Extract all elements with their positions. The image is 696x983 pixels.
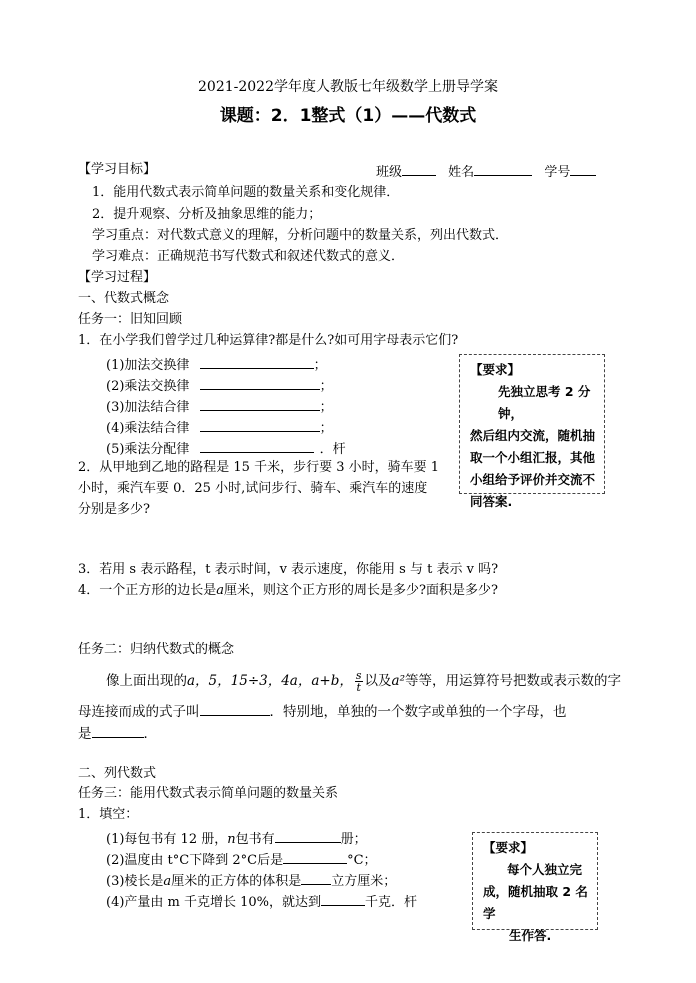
law-end: ； (319, 400, 333, 415)
requirement-line: 生作答. (509, 928, 552, 943)
class-blank (402, 163, 436, 176)
answer-blank (200, 356, 314, 369)
concept-text: 像上面出现的 (106, 673, 187, 689)
q4-text: 4．一个正方形的边长是 (78, 583, 217, 598)
concept-text: 母连接而成的式子叫 (78, 704, 200, 720)
student-info (376, 163, 596, 179)
law-item (106, 398, 333, 414)
fill-item (106, 830, 367, 846)
law-end: ； (313, 358, 327, 373)
law-label: (2)乘法交换律 (106, 379, 190, 394)
name-label: 姓名 (448, 165, 475, 180)
answer-blank (283, 851, 347, 864)
name-blank (474, 163, 532, 176)
law-end: ； (319, 421, 333, 436)
objectives-heading: 【学习目标】 (78, 162, 157, 177)
answer-blank (321, 893, 365, 906)
fill-text: (3)棱长是 (106, 874, 164, 889)
requirement-box (459, 354, 605, 509)
requirement-label: 【要求】 (483, 840, 534, 855)
requirement-line: 取一个小组汇报，其他 (470, 450, 596, 465)
law-end: ； (319, 379, 333, 394)
fill-item (106, 851, 377, 867)
answer-blank (301, 872, 331, 885)
requirement-box (472, 832, 598, 943)
fill-item (106, 872, 396, 888)
id-blank (570, 163, 596, 176)
concept-line (78, 725, 157, 742)
law-label: (1)加法交换律 (106, 358, 190, 373)
answer-blank (200, 703, 270, 716)
task-heading: 任务一：旧知回顾 (78, 312, 183, 327)
section-heading: 一、代数式概念 (78, 291, 170, 306)
requirement-line: 每个人独立完 (507, 862, 583, 877)
law-label: (3)加法结合律 (106, 400, 190, 415)
learning-focus: 学习重点：对代数式意义的理解，分析问题中的数量关系，列出代数式． (92, 228, 509, 243)
concept-text: 是 (78, 726, 92, 742)
law-item (106, 440, 346, 456)
answer-blank (92, 725, 144, 738)
lesson-title: 课题：2．1整式（1）——代数式 (219, 106, 477, 126)
requirement-line: 成，随机抽取 2 名学 (483, 884, 588, 921)
fill-text: (1)每包书有 12 册， (106, 832, 228, 847)
question-2-line: 分别是多少? (78, 502, 150, 517)
concept-text: ． (143, 726, 157, 742)
document-title: 2021-2022学年度人教版七年级数学上册导学案 (198, 79, 498, 95)
answer-blank (200, 398, 320, 411)
section-heading: 二、列代数式 (78, 766, 157, 781)
task-heading: 任务二：归纳代数式的概念 (78, 642, 235, 657)
concept-text: 等等，用运算符号把数或表示数的字 (404, 673, 621, 689)
fill-heading: 1．填空： (78, 807, 139, 822)
fill-item (106, 893, 417, 909)
concept-line (106, 670, 621, 693)
fraction-numerator: s (355, 669, 362, 682)
fill-text: (4)产量由 m 千克增长 10%，就达到 (106, 895, 322, 910)
fill-text: °C； (347, 853, 377, 868)
question-4 (78, 584, 498, 597)
fill-text: (2)温度由 t°C下降到 2°C后是 (106, 853, 284, 868)
answer-blank (200, 419, 320, 432)
concept-examples: a，5，15÷3，4a，a+b， (187, 673, 353, 689)
requirement-label: 【要求】 (470, 362, 521, 377)
learning-difficulty: 学习难点：正确规范书写代数式和叙述代数式的意义． (92, 249, 405, 264)
task-heading: 任务三：能用代数式表示简单问题的数量关系 (78, 786, 339, 801)
question-2-line: 小时，乘汽车要 0．25 小时,试问步行、骑车、乘汽车的速度 (78, 481, 428, 496)
law-item (106, 356, 327, 372)
law-label: (5)乘法分配律 (106, 442, 190, 457)
question-1: 1．在小学我们曾学过几种运算律?都是什么?如可用字母表示它们? (78, 333, 459, 348)
id-label: 学号 (544, 165, 571, 180)
fill-variable: n (227, 832, 236, 847)
law-item (106, 377, 333, 393)
law-label: (4)乘法结合律 (106, 421, 190, 436)
concept-text: ．特别地，单独的一个数字或单独的一个字母，也 (269, 704, 567, 720)
concept-line (78, 703, 567, 720)
fill-text: 厘米的正方体的体积是 (171, 874, 302, 889)
law-end: ．杆 (319, 442, 346, 457)
q4-text: 厘米，则这个正方形的周长是多少?面积是多少? (224, 583, 498, 598)
requirement-line: 同答案. (470, 494, 513, 509)
class-label: 班级 (376, 165, 403, 180)
objective-item: 1．能用代数式表示简单问题的数量关系和变化规律． (92, 185, 400, 200)
fill-variable: a (163, 874, 172, 889)
requirement-line: 先独立思考 2 分钟， (498, 384, 591, 421)
requirement-line: 小组给予评价并交流不 (470, 472, 596, 487)
q4-variable: a (216, 583, 225, 598)
fill-text: 包书有 (235, 832, 275, 847)
question-2-line: 2．从甲地到乙地的路程是 15 千米，步行要 3 小时，骑车要 1 (78, 460, 440, 475)
concept-text: 以及 (364, 673, 392, 689)
answer-blank (200, 377, 320, 390)
law-item (106, 419, 333, 435)
fraction-s-over-t (355, 670, 363, 693)
objective-item: 2．提升观察、分析及抽象思维的能力； (92, 207, 322, 222)
fraction-denominator: t (356, 681, 361, 694)
concept-square: a² (391, 673, 405, 689)
process-heading: 【学习过程】 (78, 270, 157, 285)
question-3: 3．若用 s 表示路程，t 表示时间，v 表示速度，你能用 s 与 t 表示 v 吗? (78, 562, 499, 577)
fill-text: 册； (340, 832, 367, 847)
fill-text: 立方厘米； (331, 874, 397, 889)
requirement-line: 然后组内交流，随机抽 (470, 428, 596, 443)
fill-text: 千克．杆 (365, 895, 418, 910)
answer-blank (275, 830, 341, 843)
answer-blank (200, 440, 314, 453)
